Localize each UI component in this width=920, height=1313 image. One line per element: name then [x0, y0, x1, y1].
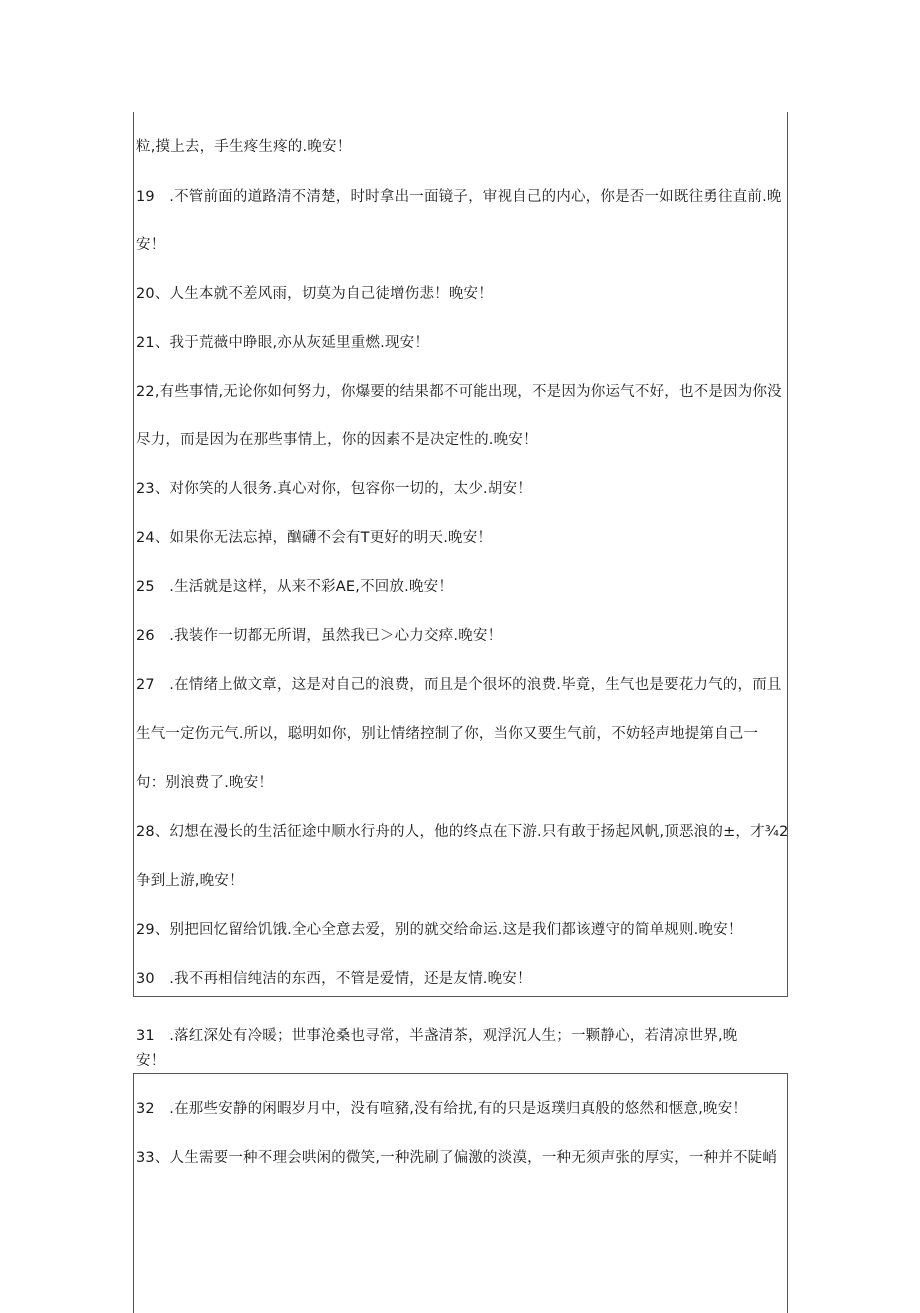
table-frame-top — [133, 112, 788, 997]
text-line: 21、我于荒薇中睁眼,亦从灰延里重燃.现安！ — [136, 335, 430, 351]
text-line: 生气一定伤元气.所以，聪明如你，别让情绪控制了你，当你又要生气前，不妨轻声地提第自己一 — [136, 726, 759, 742]
text-line: 25 .生活就是这样，从来不彩AE,不回放.晚安！ — [136, 579, 454, 595]
text-line: 28、幻想在漫长的生活征途中顺水行舟的人，他的终点在下游.只有敢于扬起风帆,顶恶浪的±，才¾2 — [136, 824, 789, 840]
text-line: 安！ — [136, 237, 166, 253]
text-line: 20、人生本就不差风雨，切莫为自己徒增伤悲！晚安！ — [136, 286, 493, 302]
text-line: 33、人生需要一种不理会哄闲的微笑,一种洗刷了偏激的淡漠，一种无须声张的厚实，一种并不陡峭 — [136, 1150, 778, 1166]
text-line: 争到上游,晚安！ — [136, 873, 244, 889]
text-line: 22,有些事情,无论你如何努力，你爆要的结果都不可能出现，不是因为你运气不好，也不是因为你没 — [136, 384, 782, 400]
text-line: 26 .我装作一切都无所谓，虽然我已＞心力交瘁.晚安！ — [136, 628, 503, 644]
text-line: 安！ — [136, 1053, 166, 1069]
text-line: 23、对你笑的人很务.真心对你，包容你一切的，太少.胡安！ — [136, 481, 532, 497]
text-line: 19 .不管前面的道路清不清楚，时时拿出一面镜子，审视自己的内心，你是否一如既往勇往直前.晚 — [136, 189, 782, 205]
text-line: 尽力，而是因为在那些事情上，你的因素不是决定性的.晚安！ — [136, 432, 538, 448]
text-line: 粒,摸上去，手生疼生疼的.晚安！ — [136, 139, 352, 155]
text-line: 27 .在情绪上做文章，这是对自己的浪费，而且是个很坏的浪费.毕竟，生气也是要花力气的，而且 — [136, 677, 782, 693]
text-line: 29、别把回忆留给饥饿.全心全意去爱，别的就交给命运.这是我们都该遵守的简单规则.晚安！ — [136, 922, 743, 938]
text-line: 32 .在那些安静的闲暇岁月中，没有喧豬,没有给扰,有的只是返璞归真般的悠然和惬意,晚安！ — [136, 1101, 748, 1117]
text-line: 24、如果你无法忘掉，酗礴不会有T更好的明天.晚安！ — [136, 530, 493, 546]
text-line: 30 .我不再相信纯洁的东西，不管是爱情，还是友情.晚安！ — [136, 971, 532, 987]
text-line: 句：别浪费了.晚安！ — [136, 775, 274, 791]
text-line: 31 .落红深处有冷暖；世事沧桑也寻常，半盏清茶，观浮沉人生；一颗静心，若清凉世界,晚 — [136, 1028, 738, 1044]
